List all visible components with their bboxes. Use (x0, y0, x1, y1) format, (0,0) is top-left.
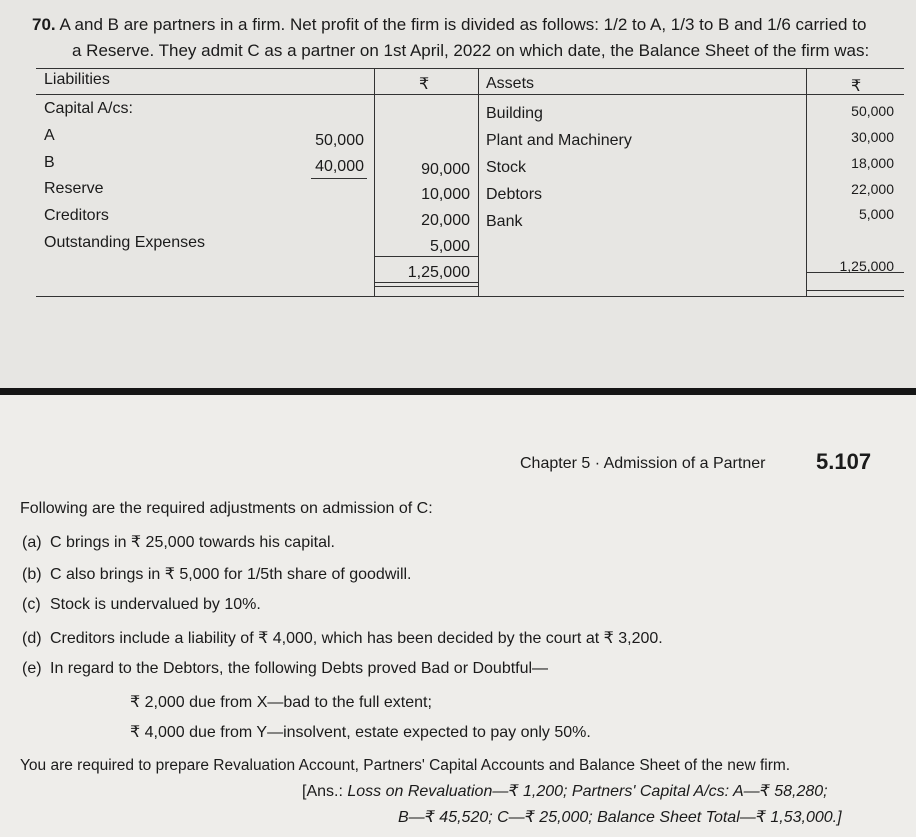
liability-label: Creditors (44, 207, 109, 224)
item-tag: (a) (22, 534, 42, 551)
asset-amount: 5,000 (858, 206, 894, 222)
item-tag: (c) (22, 596, 41, 613)
reserve-amount: 10,000 (421, 186, 470, 203)
page-gap (0, 388, 916, 395)
liabilities-rupee-header: ₹ (419, 76, 430, 93)
question-number: 70. (32, 15, 56, 34)
asset-label: Stock (486, 159, 527, 176)
assets-header: Assets (486, 75, 535, 92)
item-tag: (b) (22, 566, 42, 583)
adjustment-item (22, 596, 261, 614)
answer-label: [Ans.: (302, 783, 343, 800)
bad-debt-y: ₹ 4,000 due from Y—insolvent, estate expected to pay only 50%. (130, 724, 591, 741)
item-text: Creditors include a liability of ₹ 4,000, which has been decided by the court at ₹ 3,200. (50, 630, 663, 647)
item-tag: (d) (22, 630, 42, 647)
required-statement: You are required to prepare Revaluation Account, Partners' Capital Accounts and Balance Sheet of the new firm. (20, 757, 791, 774)
adjustment-item (22, 532, 335, 552)
page-number: 5.107 (816, 449, 872, 474)
adjustments-intro: Following are the required adjustments on admission of C: (20, 500, 433, 517)
asset-label: Building (486, 105, 543, 122)
question-line-2: a Reserve. They admit C as a partner on 1st April, 2022 on which date, the Balance Sheet of the firm was: (72, 41, 870, 60)
question-line-1 (32, 13, 910, 37)
creditors-amount: 20,000 (421, 212, 470, 229)
balance-sheet-table (36, 66, 904, 298)
adjustment-item (22, 628, 663, 648)
asset-label: Bank (486, 213, 523, 230)
liabilities-total: 1,25,000 (407, 264, 470, 281)
item-tag: (e) (22, 660, 42, 677)
liability-label: Capital A/cs: (44, 100, 133, 117)
liabilities-header: Liabilities (44, 71, 110, 88)
answer-line-2: B—₹ 45,520; C—₹ 25,000; Balance Sheet Total—₹ 1,53,000.] (398, 809, 842, 826)
asset-amount: 22,000 (851, 181, 894, 197)
adjustment-item (22, 660, 548, 678)
item-text: C brings in ₹ 25,000 towards his capital. (50, 534, 335, 551)
upper-page (0, 0, 916, 388)
chapter-heading: Chapter 5 · Admission of a Partner (520, 455, 766, 472)
liability-label: A (44, 127, 55, 144)
item-text: In regard to the Debtors, the following Debts proved Bad or Doubtful— (50, 660, 549, 677)
capital-total-amount: 90,000 (421, 161, 470, 178)
asset-amount: 30,000 (851, 129, 894, 145)
asset-amount: 18,000 (851, 155, 894, 171)
liability-label: Reserve (44, 180, 104, 197)
adjustment-item (22, 564, 412, 584)
asset-label: Plant and Machinery (486, 132, 632, 149)
asset-label: Debtors (486, 186, 543, 203)
capital-b-amount: 40,000 (315, 158, 364, 175)
asset-amount: 50,000 (851, 103, 894, 119)
bad-debt-x: ₹ 2,000 due from X—bad to the full extent; (130, 694, 432, 711)
assets-rupee-header: ₹ (851, 78, 862, 95)
item-text: Stock is undervalued by 10%. (50, 596, 261, 613)
liability-label: Outstanding Expenses (44, 234, 205, 251)
answer-line-1 (302, 781, 828, 801)
question-text-1: A and B are partners in a firm. Net profit of the firm is divided as follows: 1/2 to A, 1/3 to B and 1/6 carried to (59, 15, 867, 34)
liability-label: B (44, 154, 55, 171)
outstanding-expenses-amount: 5,000 (429, 238, 470, 255)
capital-a-amount: 50,000 (315, 132, 364, 149)
item-text: C also brings in ₹ 5,000 for 1/5th share of goodwill. (50, 566, 412, 583)
assets-total: 1,25,000 (839, 258, 894, 274)
answer-text-1: Loss on Revaluation—₹ 1,200; Partners' Capital A/cs: A—₹ 58,280; (347, 783, 828, 800)
